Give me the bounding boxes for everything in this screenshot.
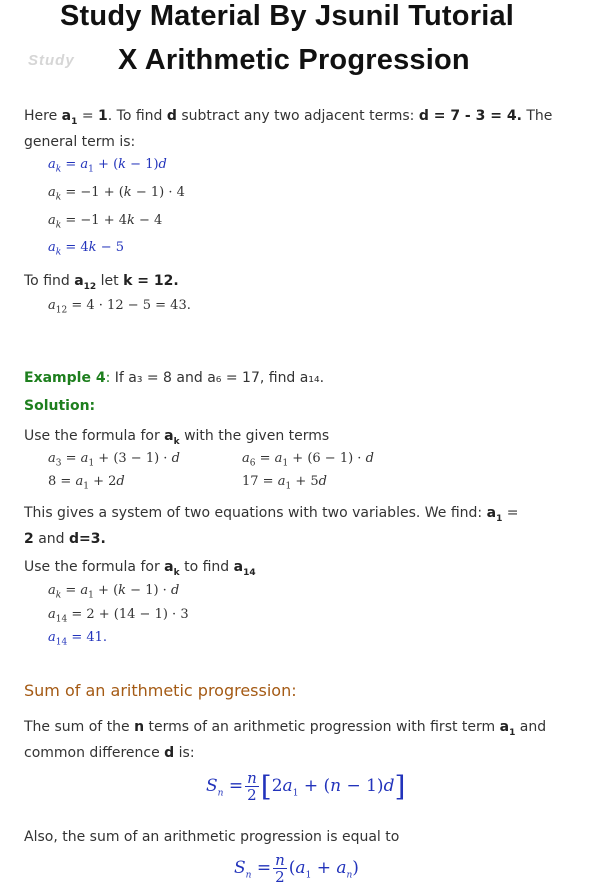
general-term-eq4: $a_k = 4k - 5$ — [48, 240, 124, 258]
also-text: Also, the sum of an arithmetic progression is equal to — [24, 829, 400, 845]
intro-paragraph-line2: general term is: — [24, 134, 136, 150]
example4-right-eq2: $17 = a_1 + 5d$ — [242, 474, 327, 492]
use-formula-line1: Use the formula for $a_k$ with the given terms — [24, 428, 330, 447]
a14-eq1: $a_k = a_1 + (k - 1) \cdot d$ — [48, 583, 180, 601]
sum-paragraph-line2: common difference d is: — [24, 745, 195, 761]
page-title-line1: Study Material By Jsunil Tutorial — [60, 0, 515, 32]
system-text-line1: This gives a system of two equations with two variables. We find: $a_1$ = — [24, 505, 519, 524]
example4-right-eq1: $a_6 = a_1 + (6 - 1) \cdot d$ — [242, 451, 374, 469]
a12-equation: $a_{12} = 4 \cdot 12 - 5 = 43$. — [48, 298, 191, 316]
general-term-eq3: $a_k = -1 + 4k - 4$ — [48, 213, 163, 231]
sum-formula-1: $S_n$ = $\frac{n}{2}$ $[2a_1 + (n - 1)d]$ — [206, 769, 406, 804]
sum-formula-2: $S_n$ = $\frac{n}{2}$ $(a_1 + a_n)$ — [234, 851, 359, 886]
watermark-text: Study — [28, 52, 75, 69]
sum-section-heading: Sum of an arithmetic progression: — [24, 681, 297, 700]
a14-eq3: $a_{14} = 41$. — [48, 630, 108, 648]
find-a12-text: To find $a_{12}$ let k = 12. — [24, 273, 179, 292]
example4-statement: Example 4: If a₃ = 8 and a₆ = 17, find a₁₄. — [24, 370, 325, 386]
solution-label: Solution: — [24, 398, 96, 414]
a14-eq2: $a_{14} = 2 + (14 - 1) \cdot 3$ — [48, 607, 189, 625]
general-term-eq1: $a_k = a_1 + (k - 1)d$ — [48, 157, 167, 175]
system-text-line2: 2 and d=3. — [24, 531, 106, 547]
page-title-line2: X Arithmetic Progression — [118, 44, 470, 76]
general-term-eq2: $a_k = -1 + (k - 1) \cdot 4$ — [48, 185, 185, 203]
sum-paragraph-line1: The sum of the n terms of an arithmetic progression with first term $a_1$ and — [24, 719, 547, 738]
use-formula-line2: Use the formula for $a_k$ to find $a_{14}$ — [24, 559, 256, 578]
example4-left-eq2: $8 = a_1 + 2d$ — [48, 474, 125, 492]
intro-paragraph-line1: Here $a_1 = 1$. To find d subtract any two adjacent terms: d = 7 - 3 = 4. The — [24, 108, 553, 127]
example4-left-eq1: $a_3 = a_1 + (3 - 1) \cdot d$ — [48, 451, 180, 469]
